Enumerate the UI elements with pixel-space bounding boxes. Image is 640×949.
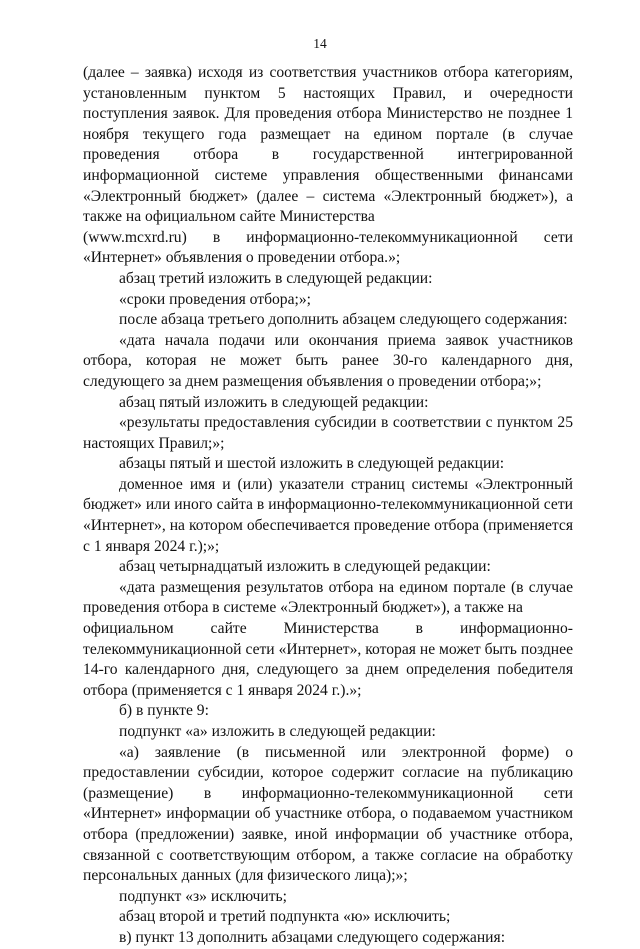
paragraph-17: в) пункт 13 дополнить абзацами следующего содержания: [119,928,506,946]
word: сети [543,228,573,246]
paragraph-6: абзац пятый изложить в следующей редакции: [119,393,429,411]
paragraph-3: «сроки проведения отбора;»; [119,290,311,308]
word: в [212,228,221,246]
paragraph-11: «дата размещения результатов отбора на едином портале (в случае проведения отбора в системе «Электронный бюджет»), а также на [83,578,573,617]
paragraph-5: «дата начала подачи или окончания приема заявок участников отбора, которая не может быть ранее 30-го календарного дня, следующего за днем размещения объявления о проведении отбора;»; [83,331,573,390]
paragraph-9: доменное имя и (или) указатели страниц системы «Электронный бюджет» или иного сайта в информационно-телекоммуникационной сети «Интернет», на котором обеспечивается проведение отбора (применяется с 1 января 2024 г.);»; [83,475,573,555]
paragraph-13: подпункт «а» изложить в следующей редакции: [119,723,436,740]
paragraph-11-line-2 [83,619,573,640]
word: в [415,620,424,638]
page-number: 14 [313,36,327,51]
paragraph-12: б) в пункте 9: [119,702,209,720]
paragraph-7: «результаты предоставления субсидии в соответствии с пунктом 25 настоящих Правил;»; [83,414,573,452]
word: сайте [210,620,247,638]
word: информационно- [459,620,573,638]
paragraph-2: абзац третий изложить в следующей редакции: [119,269,433,287]
word: информационно-телекоммуникационной [246,228,518,246]
site-url: (www.mcxrd.ru) [83,228,187,246]
word: официальном [83,620,174,638]
paragraph-16: абзац второй и третий подпункта «ю» исключить; [119,908,451,926]
paragraph-10: абзац четырнадцатый изложить в следующей редакции: [119,558,491,576]
word: Министерства [283,620,379,638]
paragraph-1-last-line [83,228,573,249]
document-body [83,63,573,949]
paragraph-4: после абзаца третьего дополнить абзацем следующего содержания: [119,311,568,329]
paragraph-11-end: телекоммуникационной сети «Интернет», которая не может быть позднее 14-го календарного дня, следующего за днем определения победителя отбора (применяется с 1 января 2024 г.).»; [83,640,573,699]
paragraph-15: подпункт «з» исключить; [119,887,287,905]
paragraph-14: «а) заявление (в письменной или электронной форме) о предоставлении субсидии, которое содержит согласие на публикацию (размещение) в информационно-телекоммуникационной сети «Интернет» информации об участнике отбора, о подаваемом участником отбора (предложении) заявке, иной информации об участнике отбора, связанной с соответствующим отбором, а также согласие на обработку персональных данных (для физического лица);»; [83,743,573,885]
paragraph-1-end: «Интернет» объявления о проведении отбора.»; [83,249,401,267]
paragraph-8: абзацы пятый и шестой изложить в следующей редакции: [119,455,505,473]
paragraph-1: (далее – заявка) исходя из соответствия участников отбора категориям, установленным пунктом 5 настоящих Правил, и очередности поступления заявок. Для проведения отбора Министерство не позднее 1 ноября текущего года размещает на едином портале (в случае проведения отбора в государственной интегрированной информационной системе управления общественными финансами «Электронный бюджет» (далее – система «Электронный бюджет»), а также на официальном сайте Министерства [83,64,573,226]
